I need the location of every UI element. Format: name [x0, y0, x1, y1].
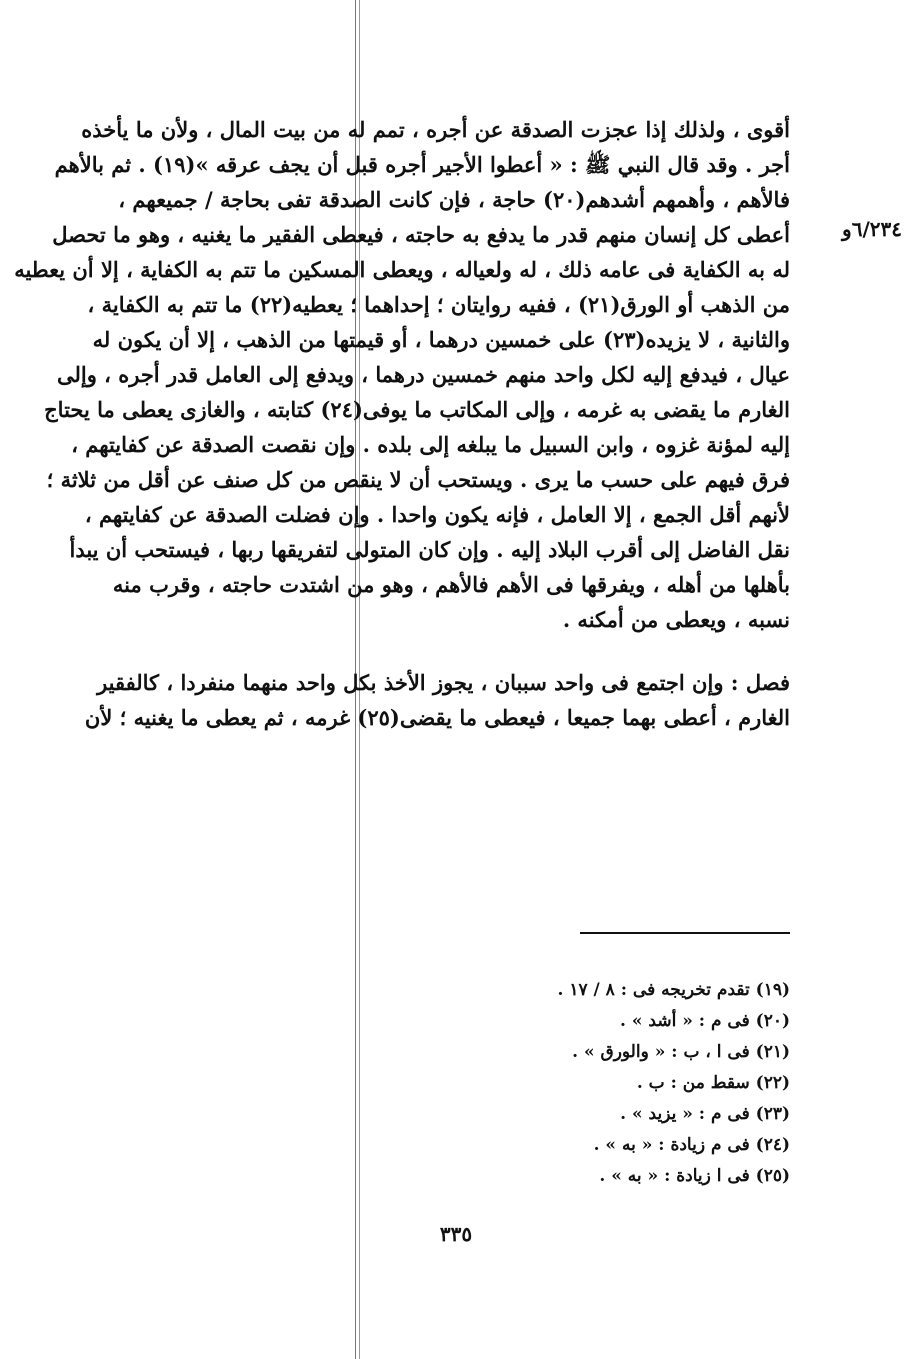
text-line-content: وإن اجتمع فى واحد سببان ، يجوز الأخذ بكل واحد منهما منفردا ، كالفقير	[97, 670, 724, 695]
text-line: من الذهب أو الورق(٢١) ، ففيه روايتان ؛ إحداهما ؛ يعطيه(٢٢) ما تتم به الكفاية ،	[87, 292, 790, 317]
text-line	[97, 665, 790, 700]
footnote: (١٩) تقدم تخريجه فى : ٨ / ١٧ .	[557, 980, 790, 1000]
text-line: فرق فيهم على حسب ما يرى . ويستحب أن لا ينقص من كل صنف عن أقل من ثلاثة ؛	[46, 467, 790, 492]
footnote: (٢٤) فى م زيادة : « به » .	[593, 1135, 790, 1155]
text-line: إليه لمؤنة غزوه ، وابن السبيل ما يبلغه إلى بلده . وإن نقصت الصدقة عن كفايتهم ،	[71, 432, 790, 457]
margin-folio-note: ٦/٢٣٤و	[842, 217, 902, 241]
main-text-body	[14, 112, 790, 735]
paragraph-1	[14, 112, 790, 637]
footnote: (٢٢) سقط من : ب .	[636, 1073, 790, 1093]
footnote: (٢٠) فى م : « أشد » .	[620, 1011, 790, 1031]
footnote: (٢٣) فى م : « يزيد » .	[620, 1104, 790, 1124]
text-line: له به الكفاية فى عامه ذلك ، له ولعياله ، ويعطى المسكين ما تتم به الكفاية ، إلا أن يعطيه	[14, 257, 790, 282]
text-line: الغارم ، أعطى بهما جميعا ، فيعطى ما يقضى(٢٥) غرمه ، ثم يعطى ما يغنيه ؛ لأن	[84, 705, 790, 730]
text-line: والثانية ، لا يزيده(٢٣) على خمسين درهما ، أو قيمتها من الذهب ، إلا أن يكون له	[92, 327, 790, 352]
fasl-heading: فصل :	[730, 670, 790, 695]
footnotes-block	[120, 975, 790, 1192]
paragraph-2-fasl	[84, 665, 790, 735]
text-line: نقل الفاضل إلى أقرب البلاد إليه . وإن كان المتولى لتفريقها ربها ، فيستحب أن يبدأ	[69, 537, 790, 562]
footnote-divider	[580, 932, 790, 934]
text-line: أقوى ، ولذلك إذا عجزت الصدقة عن أجره ، تمم له من بيت المال ، ولأن ما يأخذه	[81, 117, 790, 142]
text-line: أجر . وقد قال النبي ﷺ : « أعطوا الأجير أجره قبل أن يجف عرقه »(١٩) . ثم بالأهم	[54, 152, 790, 177]
text-line: نسبه ، ويعطى من أمكنه .	[562, 607, 790, 632]
page-number: ٣٣٥	[439, 1222, 473, 1246]
text-line: الغارم ما يقضى به غرمه ، وإلى المكاتب ما يوفى(٢٤) كتابته ، والغازى يعطى ما يحتاج	[44, 397, 790, 422]
text-line: لأنهم أقل الجمع ، إلا العامل ، فإنه يكون واحدا . وإن فضلت الصدقة عن كفايتهم ،	[84, 502, 790, 527]
footnote: (٢٥) فى ا زيادة : « به » .	[599, 1166, 790, 1186]
text-line: بأهلها من أهله ، ويفرقها فى الأهم فالأهم ، وهو من اشتدت حاجته ، وقرب منه	[112, 572, 790, 597]
text-line: عيال ، فيدفع إليه لكل واحد منهم خمسين درهما ، ويدفع إلى العامل قدر أجره ، وإلى	[56, 362, 790, 387]
footnote: (٢١) فى ا ، ب : « والورق » .	[572, 1042, 790, 1062]
text-line: أعطى كل إنسان منهم قدر ما يدفع به حاجته ، فيعطى الفقير ما يغنيه ، وهو ما تحصل	[52, 222, 790, 247]
paragraph-gap	[120, 637, 790, 665]
text-line: فالأهم ، وأهمهم أشدهم(٢٠) حاجة ، فإن كانت الصدقة تفى بحاجة / جميعهم ،	[118, 187, 790, 212]
